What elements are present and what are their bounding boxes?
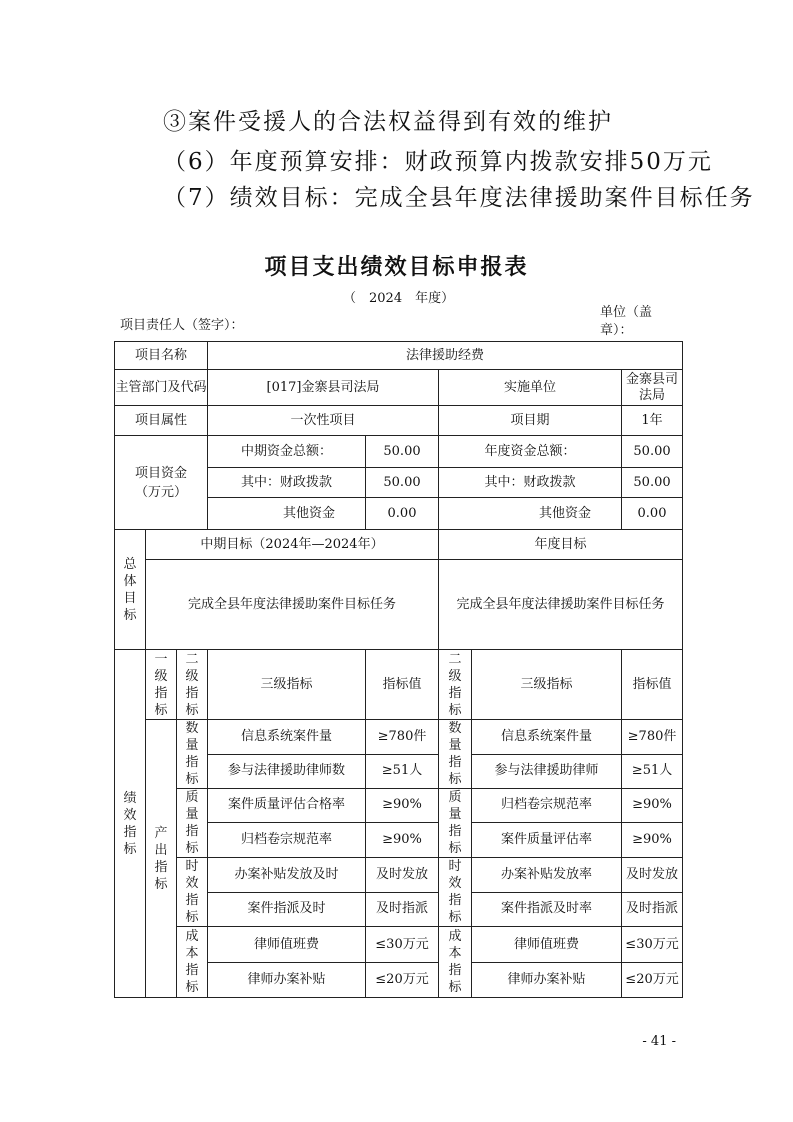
mid-indicator-value: 及时指派 (366, 892, 439, 927)
project-period-value: 1年 (622, 406, 683, 436)
level3-header: 三级指标 (208, 650, 366, 720)
mid-indicator-value: ≥780件 (366, 720, 439, 755)
mid-goal-header: 中期目标（2024年—2024年） (146, 530, 439, 560)
funds-label-text: 项目资金（万元） (134, 465, 187, 500)
mid-indicator-name: 信息系统案件量 (208, 720, 366, 755)
output-indicator (146, 720, 177, 998)
annual-indicator-name: 律师办案补贴 (472, 963, 622, 998)
group-cost (177, 927, 208, 998)
value-header-annual: 指标值 (622, 650, 683, 720)
group-cost-text: 成本指标 (185, 929, 199, 995)
mid-other-label: 其他资金 (208, 498, 366, 530)
group-cost-annual (439, 927, 472, 998)
mid-indicator-value: ≤30万元 (366, 927, 439, 963)
mid-indicator-value: ≥90% (366, 822, 439, 857)
annual-indicator-value: ≤20万元 (622, 963, 683, 998)
annual-goal-text: 完成全县年度法律援助案件目标任务 (439, 560, 683, 650)
mid-indicator-name: 归档卷宗规范率 (208, 822, 366, 857)
mid-indicator-name: 参与法律援助律师数 (208, 754, 366, 789)
annual-total-value: 50.00 (622, 436, 683, 468)
dept-label: 主管部门及代码 (115, 370, 208, 406)
impl-unit-value: 金寨县司法局 (622, 370, 683, 406)
overall-goal-label-text: 总体目标 (123, 556, 137, 623)
group-timeliness (177, 858, 208, 927)
group-quantity-annual (439, 720, 472, 789)
mid-indicator-value: ≥90% (366, 789, 439, 823)
mid-indicator-value: ≥51人 (366, 754, 439, 789)
level3-header-annual: 三级指标 (472, 650, 622, 720)
project-name-label: 项目名称 (115, 342, 208, 370)
group-timeliness-text: 时效指标 (185, 859, 199, 925)
group-quality-text: 质量指标 (185, 790, 199, 856)
output-indicator-text: 产出指标 (154, 825, 168, 892)
annual-indicator-name: 信息系统案件量 (472, 720, 622, 755)
form-title: 项目支出绩效目标申报表 (264, 255, 529, 280)
dept-value: [017]金寨县司法局 (208, 370, 439, 406)
annual-total-label: 年度资金总额： (439, 436, 622, 468)
project-period-label: 项目期 (439, 406, 622, 436)
group-quality-annual (439, 789, 472, 858)
unit-stamp-label: 单位（盖章）： (600, 305, 653, 338)
annual-indicator-value: ≤30万元 (622, 927, 683, 963)
project-attr-label: 项目属性 (115, 406, 208, 436)
group-cost-annual-text: 成本指标 (448, 929, 462, 995)
annual-indicator-name: 律师值班费 (472, 927, 622, 963)
annual-indicator-value: ≥90% (622, 822, 683, 857)
level1-header (146, 650, 177, 720)
annual-indicator-value: 及时指派 (622, 892, 683, 927)
mid-indicator-name: 律师值班费 (208, 927, 366, 963)
group-timeliness-annual-text: 时效指标 (448, 859, 462, 925)
level2-header-annual (439, 650, 472, 720)
responsible-label: 项目责任人（签字）： (120, 318, 244, 333)
level2-header-text: 二级指标 (185, 651, 199, 718)
intro-line-3: （7）绩效目标：完成全县年度法律援助案件目标任务 (163, 185, 755, 211)
annual-indicator-name: 归档卷宗规范率 (472, 789, 622, 823)
annual-goal-header: 年度目标 (439, 530, 683, 560)
group-timeliness-annual (439, 858, 472, 927)
perf-indicator-label (115, 650, 146, 998)
mid-other-value: 0.00 (366, 498, 439, 530)
group-quantity-annual-text: 数量指标 (448, 721, 462, 787)
level2-header (177, 650, 208, 720)
overall-goal-label (115, 530, 146, 650)
mid-indicator-value: 及时发放 (366, 858, 439, 893)
funds-label (115, 436, 208, 530)
mid-total-value: 50.00 (366, 436, 439, 468)
group-quality-annual-text: 质量指标 (448, 790, 462, 856)
annual-indicator-value: 及时发放 (622, 858, 683, 893)
project-attr-value: 一次性项目 (208, 406, 439, 436)
form-year: （ 2024 年度） (343, 291, 455, 306)
group-quantity (177, 720, 208, 789)
annual-other-value: 0.00 (622, 498, 683, 530)
annual-indicator-name: 案件指派及时率 (472, 892, 622, 927)
mid-indicator-name: 案件指派及时 (208, 892, 366, 927)
mid-indicator-name: 办案补贴发放及时 (208, 858, 366, 893)
project-name-value: 法律援助经费 (208, 342, 683, 370)
annual-indicator-name: 案件质量评估率 (472, 822, 622, 857)
annual-indicator-value: ≥51人 (622, 754, 683, 789)
performance-table (114, 341, 683, 998)
annual-indicator-value: ≥90% (622, 789, 683, 823)
mid-indicator-name: 案件质量评估合格率 (208, 789, 366, 823)
annual-fiscal-label: 其中：财政拨款 (439, 468, 622, 498)
annual-indicator-name: 办案补贴发放率 (472, 858, 622, 893)
value-header: 指标值 (366, 650, 439, 720)
annual-other-label: 其他资金 (439, 498, 622, 530)
annual-indicator-value: ≥780件 (622, 720, 683, 755)
annual-indicator-name: 参与法律援助律师 (472, 754, 622, 789)
perf-indicator-label-text: 绩效指标 (123, 790, 137, 857)
mid-total-label: 中期资金总额： (208, 436, 366, 468)
level1-header-text: 一级指标 (154, 651, 168, 718)
mid-goal-text: 完成全县年度法律援助案件目标任务 (146, 560, 439, 650)
mid-indicator-name: 律师办案补贴 (208, 963, 366, 998)
level2-header-annual-text: 二级指标 (448, 651, 462, 718)
mid-fiscal-label: 其中：财政拨款 (208, 468, 366, 498)
mid-fiscal-value: 50.00 (366, 468, 439, 498)
impl-unit-label: 实施单位 (439, 370, 622, 406)
intro-line-2: （6）年度预算安排：财政预算内拨款安排50万元 (163, 149, 713, 175)
mid-indicator-value: ≤20万元 (366, 963, 439, 998)
group-quality (177, 789, 208, 858)
intro-line-1: ③案件受援人的合法权益得到有效的维护 (163, 109, 613, 135)
annual-fiscal-value: 50.00 (622, 468, 683, 498)
page-number: - 41 - (642, 1034, 676, 1049)
group-quantity-text: 数量指标 (185, 721, 199, 787)
